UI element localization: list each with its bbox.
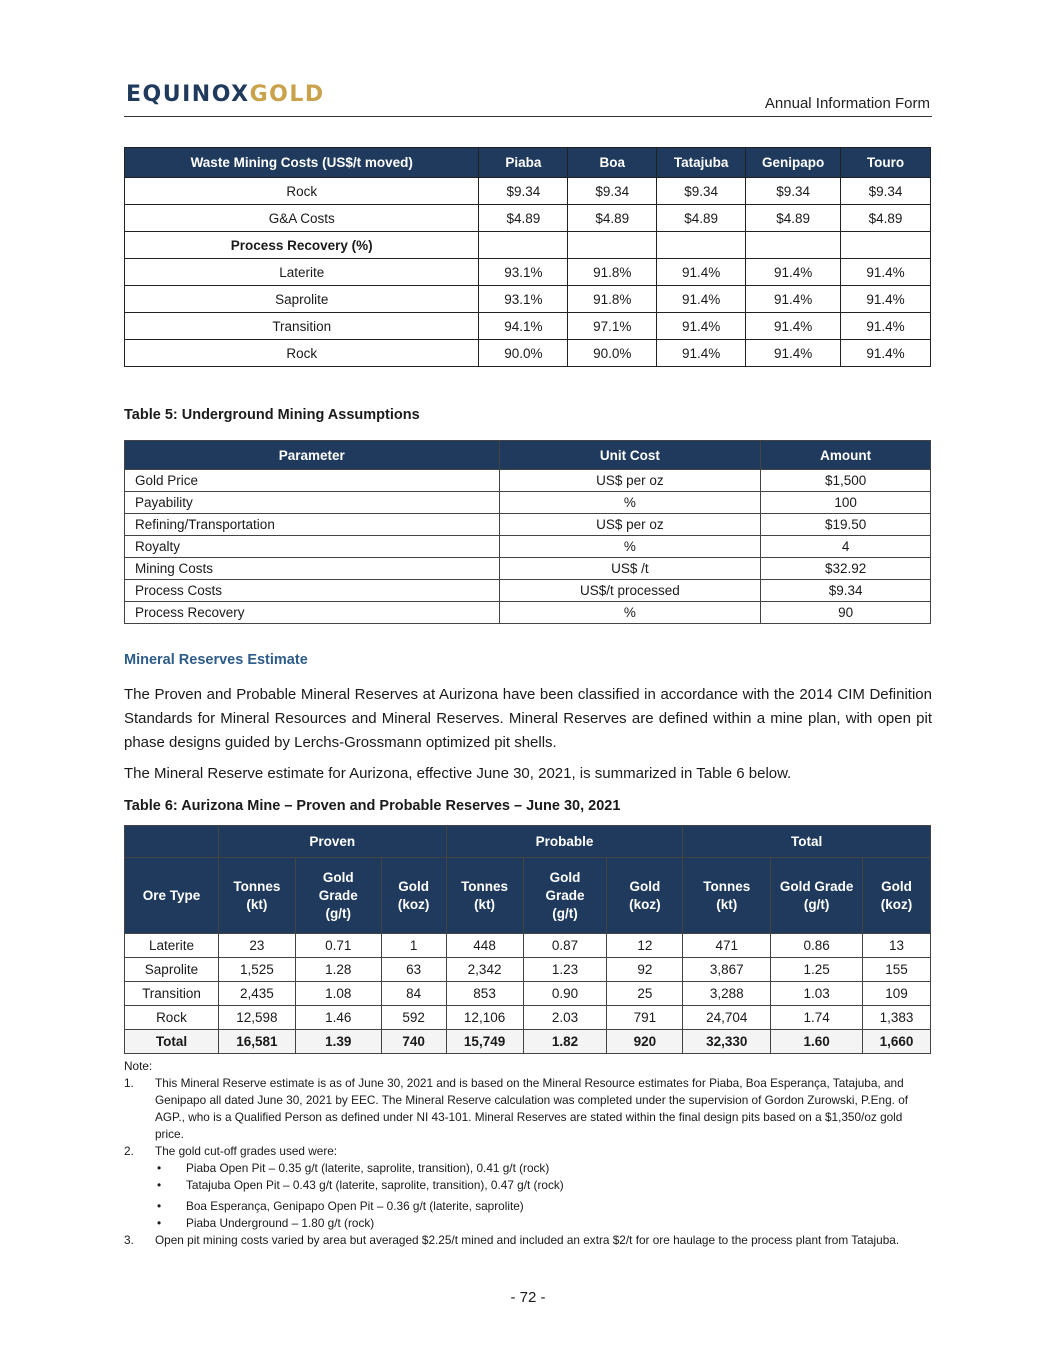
cell: 91.8% — [568, 286, 657, 313]
grade-header: Gold Grade (g/t) — [771, 858, 863, 934]
cell: 1.23 — [523, 958, 607, 982]
unit-cell: US$ per oz — [499, 470, 761, 492]
gold-header: Gold (koz) — [863, 858, 931, 934]
cell: $4.89 — [479, 205, 568, 232]
note-item: 2. The gold cut-off grades used were: — [124, 1144, 338, 1158]
column-header: Waste Mining Costs (US$/t moved) — [125, 148, 479, 178]
cell — [746, 232, 841, 259]
cell — [841, 232, 931, 259]
cell: 12,106 — [446, 1006, 523, 1030]
tonnes-header: Tonnes (kt) — [218, 858, 295, 934]
cell: 90.0% — [479, 340, 568, 367]
table-row — [125, 232, 931, 259]
cell: 91.4% — [841, 313, 931, 340]
cell: 93.1% — [479, 286, 568, 313]
parameter-cell: Gold Price — [125, 470, 500, 492]
table-notes — [124, 1058, 932, 1249]
cell: $9.34 — [657, 178, 746, 205]
cell: 90.0% — [568, 340, 657, 367]
parameter-cell: Royalty — [125, 536, 500, 558]
notes-heading: Note: — [124, 1059, 153, 1073]
cell: 24,704 — [683, 1006, 771, 1030]
amount-cell: $19.50 — [761, 514, 931, 536]
amount-cell: $32.92 — [761, 558, 931, 580]
table-header-row — [125, 441, 931, 470]
bullet-item: • Piaba Open Pit – 0.35 g/t (laterite, saprolite, transition), 0.41 g/t (rock) — [157, 1161, 550, 1175]
ore-type-header: Ore Type — [125, 858, 219, 934]
cost-recovery-table — [124, 147, 931, 367]
tonnes-header: Tonnes (kt) — [446, 858, 523, 934]
cell — [568, 232, 657, 259]
column-header: Tatajuba — [657, 148, 746, 178]
cell: $9.34 — [479, 178, 568, 205]
table-row — [125, 982, 931, 1006]
row-label: Transition — [125, 313, 479, 340]
column-header: Boa — [568, 148, 657, 178]
cell: 791 — [607, 1006, 683, 1030]
cell: $4.89 — [568, 205, 657, 232]
cell: 3,288 — [683, 982, 771, 1006]
sub-header-row — [125, 858, 931, 934]
amount-cell: $9.34 — [761, 580, 931, 602]
bullet-item: • Piaba Underground – 1.80 g/t (rock) — [157, 1216, 375, 1230]
column-header: Amount — [761, 441, 931, 470]
table-row — [125, 178, 931, 205]
section-heading: Mineral Reserves Estimate — [124, 652, 308, 668]
amount-cell: $1,500 — [761, 470, 931, 492]
cell: 91.4% — [746, 313, 841, 340]
proven-group-header: Proven — [218, 826, 446, 858]
table-row — [125, 492, 931, 514]
cell: 0.71 — [295, 934, 381, 958]
bullet-item: • Boa Esperança, Genipapo Open Pit – 0.36 g/t (laterite, saprolite) — [157, 1199, 524, 1213]
cell: 92 — [607, 958, 683, 982]
underground-assumptions-table — [124, 440, 931, 624]
cell: 448 — [446, 934, 523, 958]
equinox-gold-logo: EQUINOXGOLD — [126, 82, 325, 107]
cell: 91.4% — [841, 340, 931, 367]
ore-type-cell: Transition — [125, 982, 219, 1006]
cell: 94.1% — [479, 313, 568, 340]
row-label: Rock — [125, 340, 479, 367]
cell: 91.4% — [657, 313, 746, 340]
ore-type-cell: Saprolite — [125, 958, 219, 982]
cell: 1.28 — [295, 958, 381, 982]
column-header: Unit Cost — [499, 441, 761, 470]
gold-header: Gold (koz) — [381, 858, 446, 934]
cell: 15,749 — [446, 1030, 523, 1054]
gold-header: Gold (koz) — [607, 858, 683, 934]
cell: 3,867 — [683, 958, 771, 982]
column-header: Parameter — [125, 441, 500, 470]
unit-cell: % — [499, 492, 761, 514]
table-row — [125, 934, 931, 958]
note-item: 3. Open pit mining costs varied by area but averaged $2.25/t mined and included an extra $2/t for ore haulage to the process plant from Tatajuba. — [124, 1233, 900, 1247]
unit-cell: % — [499, 536, 761, 558]
cell: 853 — [446, 982, 523, 1006]
cell: 1,660 — [863, 1030, 931, 1054]
cell: 471 — [683, 934, 771, 958]
cell: 109 — [863, 982, 931, 1006]
cell: $4.89 — [841, 205, 931, 232]
parameter-cell: Mining Costs — [125, 558, 500, 580]
row-label: Saprolite — [125, 286, 479, 313]
cell: 0.90 — [523, 982, 607, 1006]
cell: 13 — [863, 934, 931, 958]
cell: 91.4% — [746, 259, 841, 286]
grade-header: Gold Grade (g/t) — [295, 858, 381, 934]
column-header: Touro — [841, 148, 931, 178]
table-row — [125, 558, 931, 580]
cell: 1.46 — [295, 1006, 381, 1030]
cell: 12,598 — [218, 1006, 295, 1030]
cell: 1.03 — [771, 982, 863, 1006]
cell: 2.03 — [523, 1006, 607, 1030]
table-row — [125, 580, 931, 602]
row-label: G&A Costs — [125, 205, 479, 232]
cell: 740 — [381, 1030, 446, 1054]
parameter-cell: Process Costs — [125, 580, 500, 602]
parameter-cell: Payability — [125, 492, 500, 514]
total-group-header: Total — [683, 826, 931, 858]
table5-caption: Table 5: Underground Mining Assumptions — [124, 407, 420, 423]
row-label: Laterite — [125, 259, 479, 286]
cell: 2,342 — [446, 958, 523, 982]
tonnes-header: Tonnes (kt) — [683, 858, 771, 934]
cell: 1.74 — [771, 1006, 863, 1030]
cell: 91.4% — [657, 286, 746, 313]
cell: 84 — [381, 982, 446, 1006]
table-row — [125, 205, 931, 232]
note-item: 1. This Mineral Reserve estimate is as of June 30, 2021 and is based on the Mineral Resource estimates for Piaba, Boa Esperança, Tatajuba, and Genipapo all dated June 30, 2021 by EEC. The Mineral Reserve calculation was completed under the supervision of Gordon Zurowski, P.Eng. of AGP., who is a Qualified Person as defined under NI 43-101. Mineral Reserves are stated within the final design pits based on a $1,350/oz gold price. — [124, 1076, 909, 1141]
page-header — [124, 76, 932, 117]
cell: 91.4% — [657, 340, 746, 367]
reserves-table — [124, 825, 931, 1054]
probable-group-header: Probable — [446, 826, 683, 858]
table-row — [125, 958, 931, 982]
cell: 592 — [381, 1006, 446, 1030]
table-row — [125, 536, 931, 558]
cell: 1.25 — [771, 958, 863, 982]
cell: $4.89 — [746, 205, 841, 232]
cell: 25 — [607, 982, 683, 1006]
paragraph: The Proven and Probable Mineral Reserves at Aurizona have been classified in accordance with the 2014 CIM Definition Standards for Mineral Resources and Mineral Reserves. Mineral Reserves are defined within a mine plan, with open pit phase designs guided by Lerchs-Grossmann optimized pit shells. — [124, 686, 932, 751]
cell: $9.34 — [746, 178, 841, 205]
cell: $4.89 — [657, 205, 746, 232]
cell: $9.34 — [841, 178, 931, 205]
amount-cell: 100 — [761, 492, 931, 514]
cell — [657, 232, 746, 259]
cell: 0.87 — [523, 934, 607, 958]
table-row — [125, 514, 931, 536]
ore-type-cell: Rock — [125, 1006, 219, 1030]
amount-cell: 4 — [761, 536, 931, 558]
table-row — [125, 286, 931, 313]
column-header: Genipapo — [746, 148, 841, 178]
cell: 1.60 — [771, 1030, 863, 1054]
cell: 23 — [218, 934, 295, 958]
paragraph: The Mineral Reserve estimate for Aurizona, effective June 30, 2021, is summarized in Table 6 below. — [124, 765, 792, 782]
group-header-row — [125, 826, 931, 858]
table-row — [125, 470, 931, 492]
cell: 1.08 — [295, 982, 381, 1006]
cell: 155 — [863, 958, 931, 982]
cell: 1.82 — [523, 1030, 607, 1054]
unit-cell: US$ /t — [499, 558, 761, 580]
cell: 91.4% — [657, 259, 746, 286]
cell: 91.8% — [568, 259, 657, 286]
cell: 1.39 — [295, 1030, 381, 1054]
ore-type-cell: Total — [125, 1030, 219, 1054]
row-label: Rock — [125, 178, 479, 205]
cell: 63 — [381, 958, 446, 982]
cell: 1 — [381, 934, 446, 958]
table-row — [125, 602, 931, 624]
cell: 920 — [607, 1030, 683, 1054]
cell — [479, 232, 568, 259]
column-header: Piaba — [479, 148, 568, 178]
cell: $9.34 — [568, 178, 657, 205]
ore-type-cell: Laterite — [125, 934, 219, 958]
cell: 93.1% — [479, 259, 568, 286]
unit-cell: US$/t processed — [499, 580, 761, 602]
parameter-cell: Refining/Transportation — [125, 514, 500, 536]
table6-caption: Table 6: Aurizona Mine – Proven and Probable Reserves – June 30, 2021 — [124, 798, 621, 814]
blank-header — [125, 826, 219, 858]
cell: 91.4% — [746, 340, 841, 367]
table-row — [125, 313, 931, 340]
cell: 91.4% — [841, 286, 931, 313]
unit-cell: % — [499, 602, 761, 624]
amount-cell: 90 — [761, 602, 931, 624]
cell: 16,581 — [218, 1030, 295, 1054]
page-number: - 72 - — [510, 1289, 546, 1306]
cell: 1,383 — [863, 1006, 931, 1030]
cell: 32,330 — [683, 1030, 771, 1054]
bullet-item: • Tatajuba Open Pit – 0.43 g/t (laterite, saprolite, transition), 0.47 g/t (rock) — [157, 1178, 564, 1192]
cell: 2,435 — [218, 982, 295, 1006]
row-label: Process Recovery (%) — [125, 232, 479, 259]
grade-header: Gold Grade (g/t) — [523, 858, 607, 934]
cell: 1,525 — [218, 958, 295, 982]
table-row — [125, 1006, 931, 1030]
table-row — [125, 259, 931, 286]
unit-cell: US$ per oz — [499, 514, 761, 536]
cell: 12 — [607, 934, 683, 958]
cell: 0.86 — [771, 934, 863, 958]
table-header-row — [125, 148, 931, 178]
cell: 91.4% — [841, 259, 931, 286]
total-row — [125, 1030, 931, 1054]
cell: 91.4% — [746, 286, 841, 313]
parameter-cell: Process Recovery — [125, 602, 500, 624]
table-row — [125, 340, 931, 367]
cell: 97.1% — [568, 313, 657, 340]
document-title: Annual Information Form — [764, 95, 930, 112]
